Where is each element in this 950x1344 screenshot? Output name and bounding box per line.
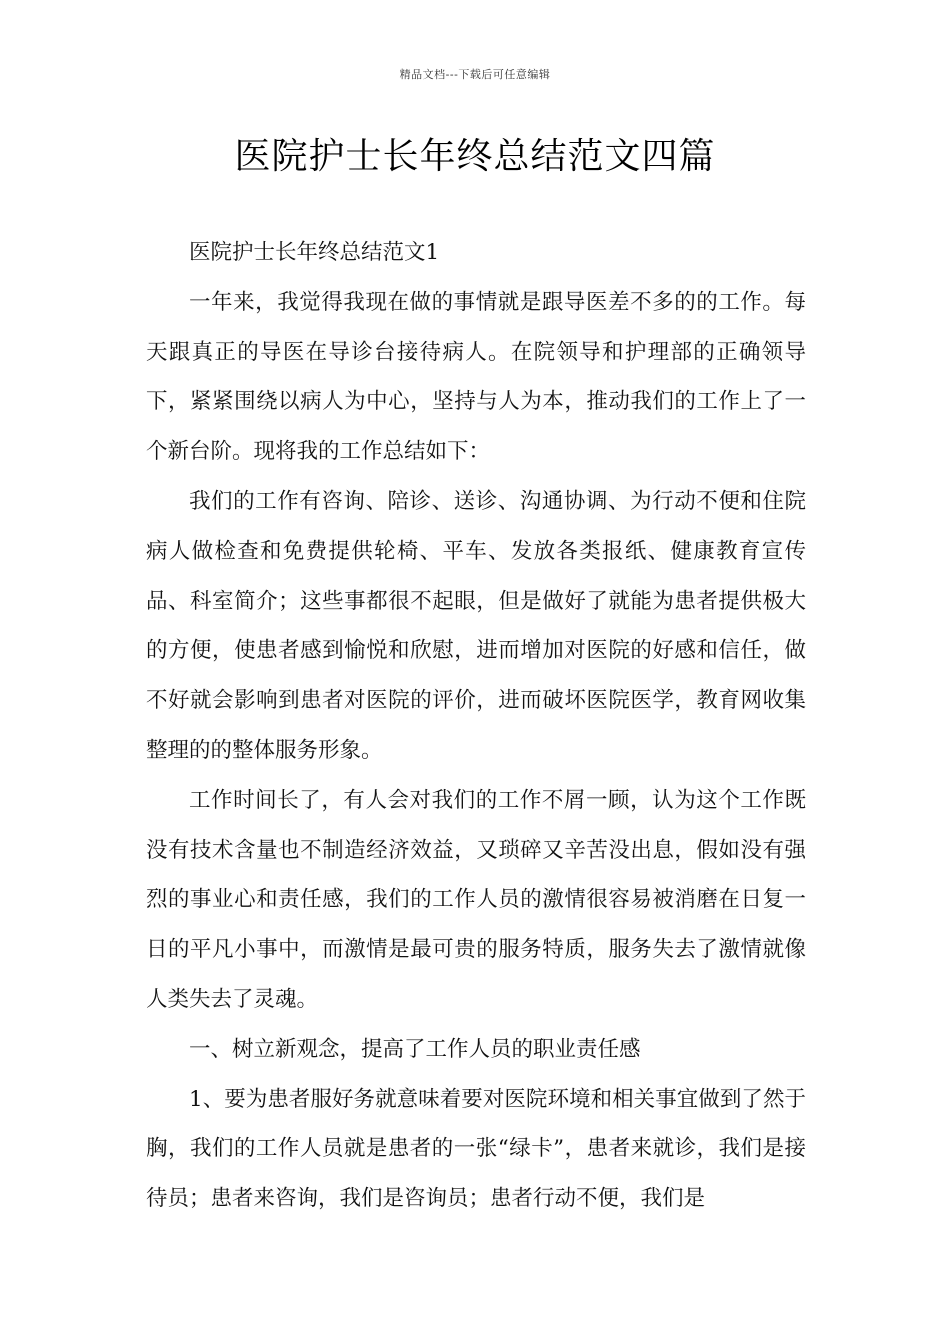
paragraph: 工作时间长了，有人会对我们的工作不屑一顾，认为这个工作既没有技术含量也不制造经济效益，又琐碎又辛苦没出息，假如没有强烈的事业心和责任感，我们的工作人员的激情很容易被消磨在日复一日的平凡小事中，而激情是最可贵的服务特质，服务失去了激情就像人类失去了灵魂。 (146, 787, 806, 1012)
subsection-heading: 一、树立新观念，提高了工作人员的职业责任感 (189, 1036, 641, 1062)
paragraph: 1、要为患者服好务就意味着要对医院环境和相关事宜做到了然于胸，我们的工作人员就是患者的一张“绿卡”，患者来就诊，我们是接待员；患者来咨询，我们是咨询员；患者行动不便，我们是 (146, 1086, 806, 1212)
paragraph: 我们的工作有咨询、陪诊、送诊、沟通协调、为行动不便和住院病人做检查和免费提供轮椅、平车、发放各类报纸、健康教育宣传品、科室简介；这些事都很不起眼，但是做好了就能为患者提供极大的方便，使患者感到愉悦和欣慰，进而增加对医院的好感和信任，做不好就会影响到患者对医院的评价，进而破坏医院医学，教育网收集整理的的整体服务形象。 (146, 488, 806, 763)
header-note: 精品文档---下载后可任意编辑 (399, 68, 551, 81)
paragraph: 一年来，我觉得我现在做的事情就是跟导医差不多的的工作。每天跟真正的导医在导诊台接待病人。在院领导和护理部的正确领导下，紧紧围绕以病人为中心，坚持与人为本，推动我们的工作上了一个新台阶。现将我的工作总结如下： (146, 289, 806, 465)
document-title: 医院护士长年终总结范文四篇 (234, 136, 716, 177)
document-body (146, 228, 806, 1224)
section-heading: 医院护士长年终总结范文1 (189, 240, 440, 265)
